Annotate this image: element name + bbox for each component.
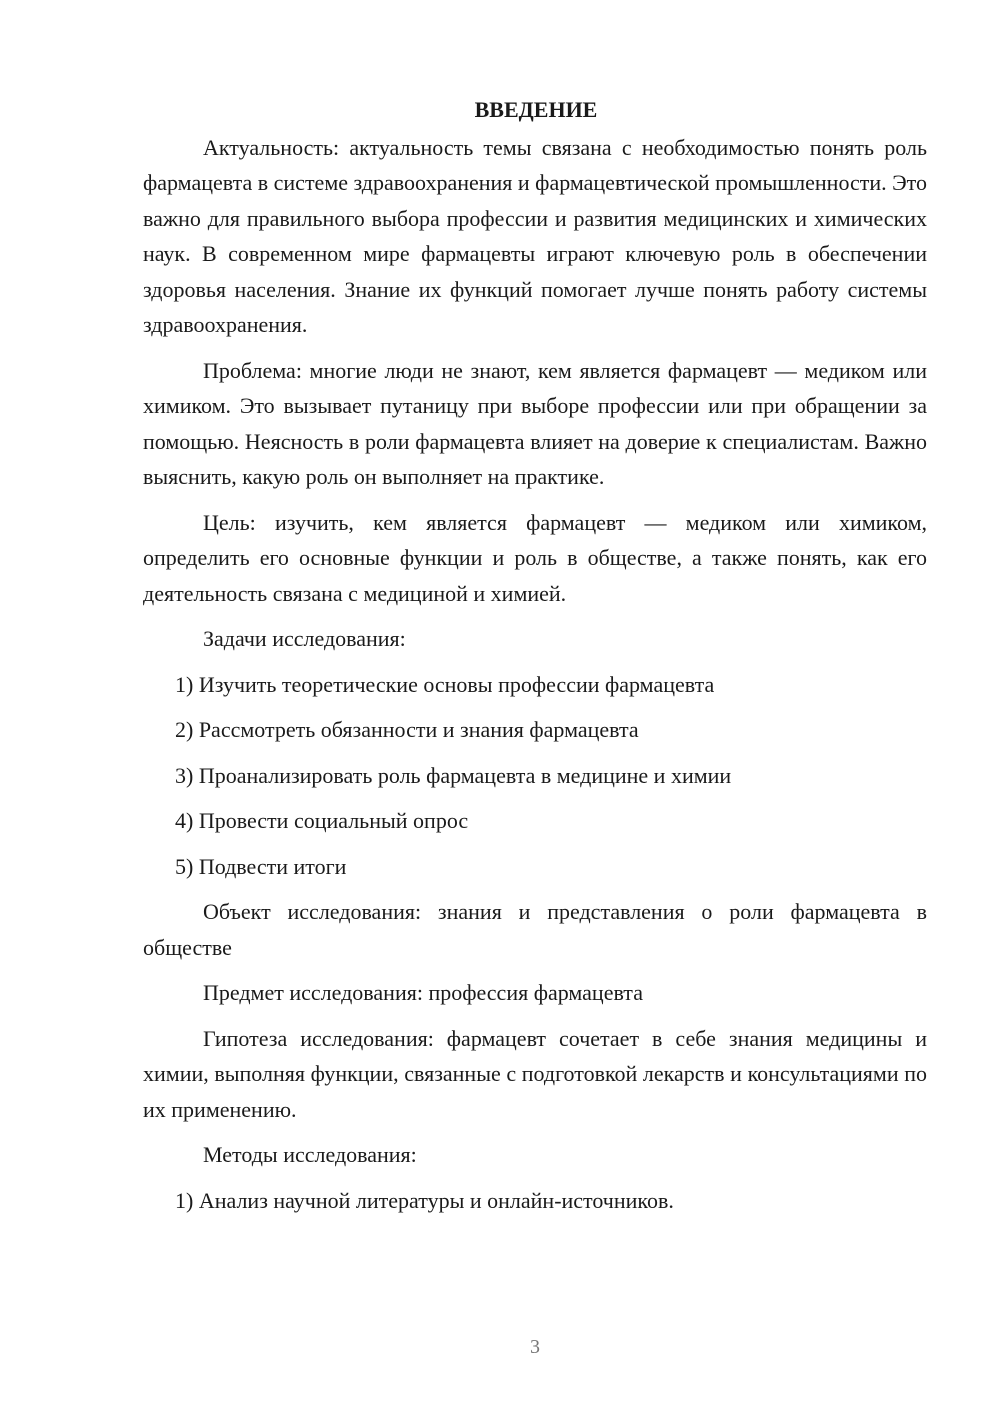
methods-heading: Методы исследования: — [203, 1142, 417, 1167]
task-item-4: 4) Провести социальный опрос — [175, 808, 469, 833]
subject-paragraph: Предмет исследования: профессия фармацевта — [203, 980, 643, 1005]
hypothesis-paragraph: Гипотеза исследования: фармацевт сочетает в себе знания медицины и химии, выполняя функции, связанные с подготовкой лекарств и консультациями по их применению. — [143, 1025, 927, 1122]
tasks-heading: Задачи исследования: — [203, 626, 406, 651]
object-paragraph: Объект исследования: знания и представления о роли фармацевта в обществе — [143, 899, 927, 960]
method-item-1: 1) Анализ научной литературы и онлайн-источников. — [175, 1187, 674, 1213]
relevance-paragraph: Актуальность: актуальность темы связана с необходимостью понять роль фармацевта в системе здравоохранения и фармацевтической промышленности. Это важно для правильного выбора профессии и развития медицинских и химических наук. В современном мире фармацевты играют ключевую роль в обеспечении здоровья населения. Знание их функций помогает лучше понять работу системы здравоохранения. — [143, 134, 927, 337]
task-item-2: 2) Рассмотреть обязанности и знания фармацевта — [175, 717, 639, 742]
task-item-3: 3) Проанализировать роль фармацевта в медицине и химии — [175, 762, 732, 788]
task-item-1: 1) Изучить теоретические основы профессии фармацевта — [175, 671, 715, 697]
task-item-5: 5) Подвести итоги — [175, 853, 347, 879]
goal-paragraph: Цель: изучить, кем является фармацевт — медиком или химиком, определить его основные функции и роль в обществе, а также понять, как его деятельность связана с медициной и химией. — [143, 509, 927, 606]
document-page — [143, 92, 927, 1228]
problem-paragraph: Проблема: многие люди не знают, кем является фармацевт — медиком или химиком. Это вызывает путаницу при выборе профессии или при обращении за помощью. Неясность в роли фармацевта влияет на доверие к специалистам. Важно выяснить, какую роль он выполняет на практике. — [143, 357, 927, 489]
section-title: ВВЕДЕНИЕ — [474, 97, 598, 122]
page-number: 3 — [530, 1336, 540, 1358]
